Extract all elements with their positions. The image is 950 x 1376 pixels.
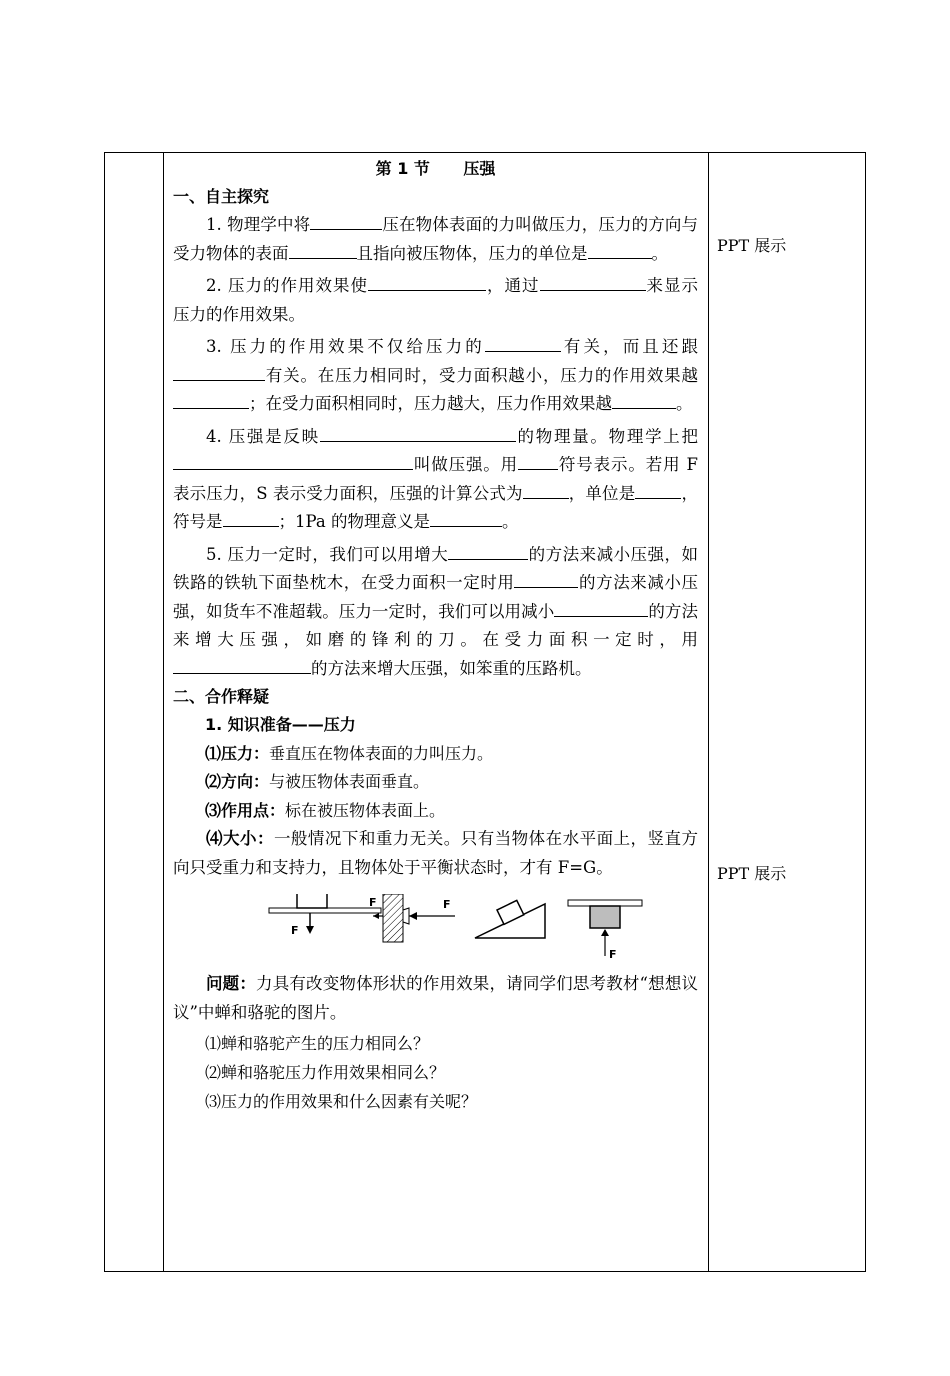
item-pressure-def: ⑴压力：垂直压在物体表面的力叫压力。: [205, 743, 494, 763]
section-title: 第 1 节 压强: [375, 159, 496, 178]
blank[interactable]: [518, 451, 558, 470]
diagram-ceiling: [568, 900, 642, 961]
diagram-incline: [475, 900, 545, 938]
lesson-table: [104, 152, 866, 1272]
blank[interactable]: [554, 598, 648, 617]
force-label: F: [609, 948, 617, 961]
question-2: 2. 压力的作用效果使 ，通过 来显示压力的作用效果。: [173, 272, 698, 329]
blank[interactable]: [485, 333, 561, 352]
force-diagrams-figure: [173, 894, 698, 964]
blank[interactable]: [320, 423, 516, 442]
question-4: 4. 压强是反映 的物理量。物理学上把叫做压强。用 符号表示。若用 F 表示压力，S 表示受力面积，压强的计算公式为 ，单位是 ，符号是 ；1Pa 的物理意义是 。: [173, 423, 698, 537]
blank[interactable]: [635, 480, 681, 499]
question-3: 3. 压力的作用效果不仅给压力的 有关，而且还跟有关。在压力相同时，受力面积越小，压力的作用效果越；在受力面积相同时，压力越大，压力作用效果越 。: [173, 333, 698, 419]
force-label: F: [291, 924, 299, 937]
subquestion: ⑶压力的作用效果和什么因素有关呢？: [205, 1092, 478, 1111]
blank[interactable]: [612, 390, 676, 409]
blank[interactable]: [523, 480, 569, 499]
ppt-note: PPT 展示: [717, 864, 787, 883]
force-label: F: [443, 898, 451, 911]
blank[interactable]: [310, 211, 382, 230]
ppt-note: PPT 展示: [717, 236, 787, 255]
blank[interactable]: [223, 508, 279, 527]
heading-self-explore: 一、自主探究: [173, 187, 270, 206]
blank[interactable]: [368, 272, 486, 291]
blank[interactable]: [514, 569, 578, 588]
question-5: 5. 压力一定时，我们可以用增大 的方法来减小压强，如铁路的铁轨下面垫枕木，在受力面积一定时用 的方法来减小压强，如货车不准超载。压力一定时，我们可以用减小 的方法来增大压强，如磨的锋利的刀。在受力面积一定时，用的方法来增大压强，如笨重的压路机。: [173, 541, 698, 684]
blank[interactable]: [430, 508, 502, 527]
blank[interactable]: [173, 451, 413, 470]
subquestion: ⑵蝉和骆驼压力作用效果相同么？: [205, 1063, 446, 1082]
blank[interactable]: [173, 655, 311, 674]
blank[interactable]: [173, 390, 249, 409]
main-content-cell: [163, 153, 708, 1271]
diagram-horizontal-surface: [269, 894, 381, 937]
knowledge-prep: 1. 知识准备——压力: [205, 715, 356, 734]
item-direction: ⑵方向：与被压物体表面垂直。: [205, 772, 430, 791]
item-magnitude: ⑷大小：一般情况下和重力无关。只有当物体在水平面上，竖直方向只受重力和支持力，且物体处于平衡状态时，才有 F=G。: [173, 829, 699, 877]
blank[interactable]: [540, 272, 646, 291]
blank[interactable]: [448, 541, 528, 560]
subquestion: ⑴蝉和骆驼产生的压力相同么？: [205, 1034, 430, 1053]
heading-cooperate: 二、合作释疑: [173, 687, 270, 706]
question-intro: 问题：力具有改变物体形状的作用效果，请同学们思考教材“想想议议”中蝉和骆驼的图片。: [173, 974, 699, 1022]
blank[interactable]: [173, 362, 265, 381]
column-divider-right: [708, 153, 709, 1271]
force-label: F: [369, 896, 377, 909]
blank[interactable]: [289, 240, 357, 259]
item-point: ⑶作用点：标在被压物体表面上。: [205, 800, 446, 820]
blank[interactable]: [588, 240, 652, 259]
diagram-vertical-wall: [369, 894, 455, 942]
question-1: 1. 物理学中将 压在物体表面的力叫做压力，压力的方向与受力物体的表面 且指向被压物体，压力的单位是 。: [173, 211, 698, 268]
